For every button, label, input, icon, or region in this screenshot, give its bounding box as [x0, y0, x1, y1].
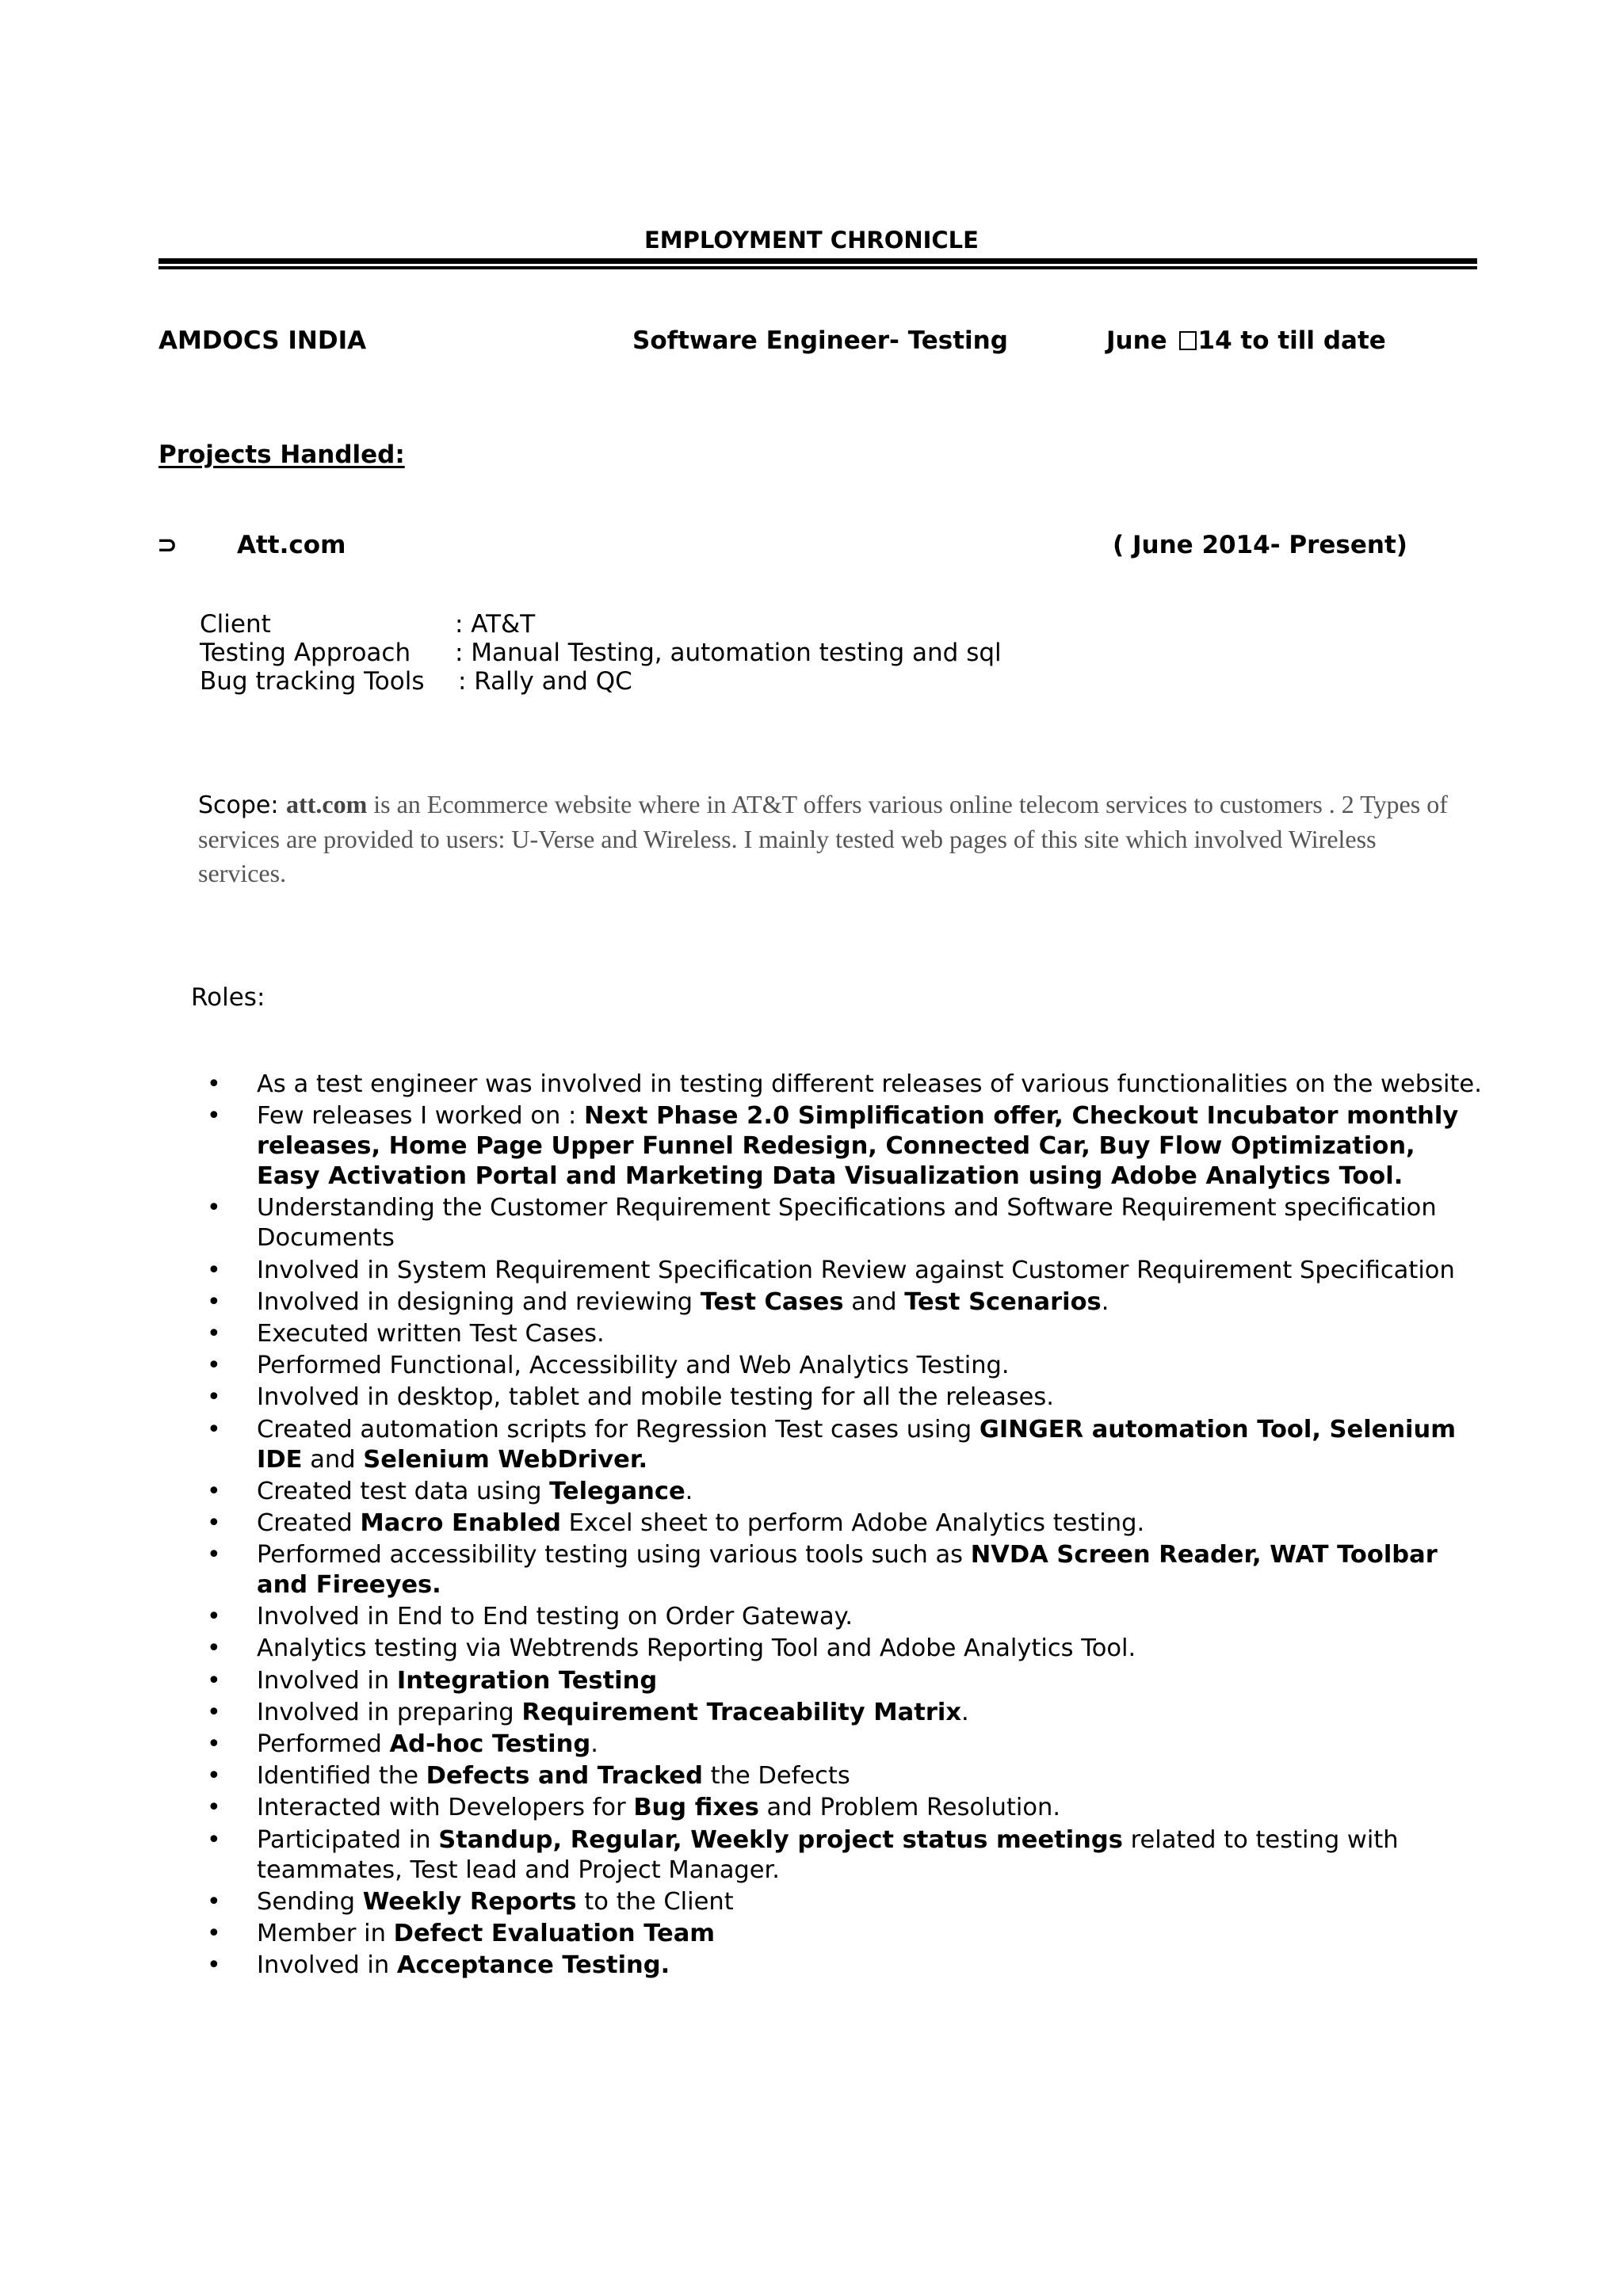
detail-label-testing-approach: Testing Approach [200, 639, 411, 667]
role-item-text: As a test engineer was involved in testing different releases of various functionalities on the website. [257, 1070, 1482, 1098]
role-item [202, 1070, 1486, 1100]
detail-value-bug-tracking: : Rally and QC [458, 667, 632, 696]
role-item [202, 1666, 1486, 1696]
detail-value-testing-approach: : Manual Testing, automation testing and sql [455, 639, 1002, 667]
detail-label-bug-tracking: Bug tracking Tools [200, 667, 425, 696]
roles-heading: Roles: [191, 983, 265, 1012]
role-item [202, 1193, 1486, 1253]
role-item [202, 1319, 1486, 1349]
role-item-text: Involved in desktop, tablet and mobile testing for all the releases. [257, 1383, 1054, 1412]
role-item-bold-text: Integration Testing [396, 1666, 658, 1695]
role-item-text: Identified the [257, 1762, 426, 1791]
employment-period-start: June [1106, 326, 1176, 355]
employer-name: AMDOCS INDIA [158, 326, 367, 355]
role-item-bold-text: Next Phase 2.0 Simplification offer, Checkout Incubator monthly releases, Home Page Upper Funnel Redesign, Connected Car, Buy Flow Optimization, Easy Activation Portal and Marketing Data Visualization using Adobe Analytics Tool. [257, 1102, 1459, 1191]
detail-value-client: : AT&T [455, 610, 536, 639]
role-item-text: Created [257, 1508, 361, 1537]
role-item [202, 1730, 1486, 1760]
role-item-text: Few releases I worked on : [257, 1102, 584, 1131]
role-item-text: the Defects [702, 1762, 850, 1791]
role-item [202, 1887, 1486, 1917]
role-item-bold-text: Acceptance Testing. [396, 1951, 670, 1980]
role-item-bold-text: Defects and Tracked [426, 1762, 703, 1791]
role-item-bold-text: Ad-hoc Testing [389, 1730, 591, 1758]
role-item-bold-text: Selenium WebDriver. [363, 1445, 648, 1474]
role-item-text: Participated in [257, 1825, 439, 1854]
role-item-text: Interacted with Developers for [257, 1794, 634, 1822]
role-item [202, 1477, 1486, 1507]
role-item-bold-text: GINGER automation Tool, Selenium IDE [257, 1415, 1456, 1474]
role-item-text: related to testing with teammates, Test lead and Project Manager. [257, 1825, 1399, 1884]
role-item-bold-text: Macro Enabled [360, 1508, 561, 1537]
role-item [202, 1951, 1486, 1981]
role-item-text: Member in [257, 1919, 394, 1947]
employment-period-end: 14 to till date [1197, 326, 1386, 355]
section-title: EMPLOYMENT CHRONICLE [644, 227, 979, 254]
role-item [202, 1287, 1486, 1318]
scope-paragraph [198, 788, 1466, 891]
role-item-bold-text: Telegance [549, 1477, 685, 1505]
role-item-text: Involved in End to End testing on Order Gateway. [257, 1603, 854, 1631]
role-item-bold-text: NVDA Screen Reader, WAT Toolbar and Fireeyes. [257, 1541, 1438, 1600]
role-item-bold-text: Test Cases [700, 1287, 844, 1316]
project-dates: ( June 2014- Present) [1113, 531, 1407, 559]
role-item-text: Involved in System Requirement Specification Review against Customer Requirement Specification [257, 1256, 1455, 1284]
role-item [202, 1351, 1486, 1381]
role-item-text: Sending [257, 1887, 363, 1916]
role-item-text: and [302, 1445, 364, 1474]
job-title: Software Engineer- Testing [632, 326, 1008, 355]
role-item-text: Performed accessibility testing using various tools such as [257, 1541, 971, 1569]
missing-glyph-box [1179, 331, 1197, 350]
role-item [202, 1256, 1486, 1286]
role-item-bold-text: Defect Evaluation Team [393, 1919, 716, 1947]
role-item-text: Understanding the Customer Requirement Specifications and Software Requirement specification Documents [257, 1194, 1437, 1253]
employment-period [1106, 326, 1386, 355]
role-item [202, 1508, 1486, 1539]
role-item-text: Created test data using [257, 1477, 550, 1505]
role-item-text: Involved in [257, 1666, 397, 1695]
role-item-text: . [961, 1698, 969, 1726]
role-item [202, 1793, 1486, 1823]
project-name: Att.com [237, 531, 346, 559]
role-item [202, 1602, 1486, 1632]
heading-rule [158, 258, 1477, 269]
role-item [202, 1761, 1486, 1791]
role-item [202, 1540, 1486, 1600]
role-item-text: . [1101, 1287, 1109, 1316]
role-item-bold-text: Standup, Regular, Weekly project status meetings [438, 1825, 1123, 1854]
scope-text: is an Ecommerce website where in AT&T offers various online telecom services to customers . 2 Types of services are provided to users: U-Verse and Wireless. I mainly tested web pages of this site which involved Wireless services. [198, 790, 1448, 887]
role-item-text: . [685, 1477, 693, 1505]
detail-label-client: Client [200, 610, 271, 639]
role-item-bold-text: Test Scenarios [904, 1287, 1102, 1316]
scope-site-name: att.com [286, 790, 368, 818]
role-item-text: and Problem Resolution. [758, 1794, 1061, 1822]
arrow-bullet-icon: ⊃ [157, 531, 178, 559]
role-item [202, 1415, 1486, 1475]
role-item-bold-text: Weekly Reports [362, 1887, 577, 1916]
projects-heading: Projects Handled: [158, 441, 405, 469]
role-item-text: and [843, 1287, 905, 1316]
scope-label: Scope: [198, 791, 287, 819]
role-item-text: Involved in designing and reviewing [257, 1287, 701, 1316]
role-item [202, 1825, 1486, 1886]
role-item-text: Executed written Test Cases. [257, 1319, 605, 1348]
role-item-bold-text: Requirement Traceability Matrix [521, 1698, 961, 1726]
role-item-text: Performed [257, 1730, 390, 1758]
role-item [202, 1383, 1486, 1413]
role-item-text: Created automation scripts for Regression Test cases using [257, 1415, 980, 1444]
role-item [202, 1101, 1486, 1192]
role-item [202, 1634, 1486, 1664]
role-item-text: Analytics testing via Webtrends Reporting Tool and Adobe Analytics Tool. [257, 1634, 1136, 1663]
role-item-text: Performed Functional, Accessibility and Web Analytics Testing. [257, 1352, 1010, 1380]
role-item-bold-text: Bug fixes [633, 1794, 759, 1822]
role-item-text: Excel sheet to perform Adobe Analytics testing. [560, 1508, 1145, 1537]
role-item-text: . [590, 1730, 598, 1758]
roles-list [202, 1070, 1486, 1982]
role-item-text: Involved in preparing [257, 1698, 522, 1726]
role-item-text: Involved in [257, 1951, 397, 1980]
role-item [202, 1919, 1486, 1949]
role-item [202, 1698, 1486, 1728]
role-item-text: to the Client [576, 1887, 734, 1916]
